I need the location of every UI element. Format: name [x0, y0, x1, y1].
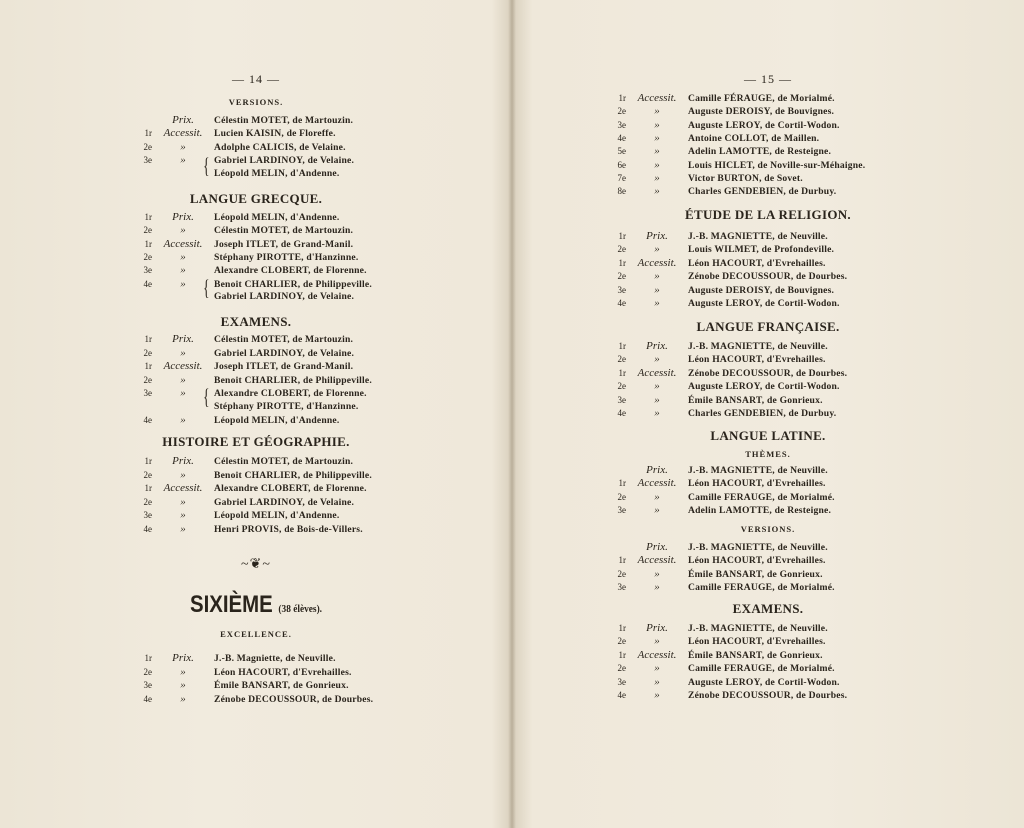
list-item: [602, 340, 828, 354]
rank: 1r: [144, 334, 152, 344]
student-name: Adolphe CALICIS, de Velaine.: [214, 141, 346, 153]
rank: 2e: [143, 225, 152, 236]
award-label: »: [180, 224, 186, 237]
award-label: Prix.: [646, 541, 668, 553]
list-item: [602, 491, 835, 505]
award-label: »: [654, 171, 660, 184]
student-name: Antoine COLLOT, de Maillen.: [688, 132, 820, 144]
rank: 2e: [617, 106, 626, 117]
award-label: »: [180, 154, 186, 167]
list-item: [128, 238, 353, 252]
list-item: [602, 635, 826, 649]
award-label: »: [654, 353, 660, 366]
rank: 1r: [618, 341, 626, 351]
list-item: [128, 333, 353, 347]
list-item: [602, 132, 819, 146]
list-item: [602, 159, 865, 173]
list-item: [602, 185, 836, 199]
page-number: — 15 —: [744, 72, 792, 86]
rank: 4e: [143, 415, 152, 425]
student-name: Léopold MELIN, d'Andenne.: [214, 415, 340, 426]
student-name: Stéphany PIROTTE, d'Hanzinne.: [214, 400, 359, 412]
award-label: Accessit.: [163, 360, 203, 372]
student-name: Auguste LEROY, de Cortil-Wodon.: [688, 676, 840, 688]
list-item: [602, 407, 836, 421]
rank: 2e: [143, 374, 152, 385]
student-name: Alexandre CLOBERT, de Florenne.: [214, 265, 367, 277]
student-name: Gabriel LARDINOY, de Velaine.: [214, 290, 355, 302]
award-label: »: [180, 387, 186, 399]
award-label: »: [180, 140, 186, 153]
list-item: [128, 482, 367, 496]
rank: 7e: [617, 172, 626, 183]
student-name: Charles GENDEBIEN, de Durbuy.: [688, 186, 837, 198]
student-name: Charles GENDEBIEN, de Durbuy.: [688, 408, 837, 419]
sixieme-title-text: SIXIÈME: [189, 591, 273, 618]
section-title-latine: LANGUE LATINE.: [710, 428, 826, 443]
rank: 3e: [143, 155, 152, 166]
list-item: [602, 464, 828, 478]
list-item: [128, 523, 363, 537]
student-name: Adelin LAMOTTE, de Resteigne.: [688, 146, 832, 158]
award-label: Accessit.: [163, 237, 203, 250]
award-label: »: [654, 689, 660, 701]
student-name: J.-B. MAGNIETTE, de Neuville.: [688, 465, 828, 476]
award-label: »: [180, 277, 186, 290]
list-item: [602, 367, 847, 381]
rank: 4e: [617, 132, 626, 143]
list-item: [128, 414, 339, 428]
student-name: Alexandre CLOBERT, de Florenne.: [214, 483, 367, 494]
rank: 3e: [143, 680, 152, 691]
list-item: [602, 380, 840, 394]
student-name: Benoit CHARLIER, de Philippeville.: [214, 469, 372, 481]
award-label: »: [654, 243, 660, 256]
student-name: Joseph ITLET, de Grand-Manil.: [214, 238, 354, 250]
list-item: [128, 469, 372, 483]
list-item: [128, 652, 336, 666]
list-item: [602, 353, 826, 367]
rank: 3e: [617, 676, 626, 687]
student-name: Benoit CHARLIER, de Philippeville.: [214, 374, 372, 386]
award-label: »: [180, 414, 186, 426]
student-name: Joseph ITLET, de Grand-Manil.: [214, 361, 354, 372]
list-item: [602, 649, 823, 663]
student-name: J.-B. Magniette, de Neuville.: [214, 653, 336, 664]
rank: 1r: [618, 93, 626, 103]
student-name: Gabriel LARDINOY, de Velaine.: [214, 347, 355, 359]
award-label: »: [654, 380, 660, 393]
student-name: Gabriel LARDINOY, de Velaine.: [214, 155, 355, 167]
student-name: Auguste LEROY, de Cortil-Wodon.: [688, 298, 840, 309]
rank: 2e: [617, 491, 626, 502]
award-label: Prix.: [646, 464, 668, 476]
award-label: »: [654, 118, 660, 131]
student-name: Léopold MELIN, d'Andenne.: [214, 212, 340, 223]
award-label: »: [180, 665, 186, 678]
student-name: Célestin MOTET, de Martouzin.: [214, 225, 354, 237]
award-label: Prix.: [172, 211, 194, 223]
student-name: Léon HACOURT, d'Evrehailles.: [688, 555, 826, 567]
list-item: [602, 394, 823, 408]
rank: 2e: [617, 568, 626, 579]
rank: 3e: [143, 388, 152, 398]
rank: 2e: [617, 244, 626, 255]
list-item: [128, 211, 339, 225]
list-item: [128, 347, 354, 361]
student-name: Auguste DEROISY, de Bouvignes.: [688, 284, 835, 296]
rank: 2e: [143, 347, 152, 358]
award-label: »: [654, 635, 660, 648]
student-name: Léopold MELIN, d'Andenne.: [214, 510, 340, 521]
student-name: Émile BANSART, de Gonrieux.: [688, 649, 823, 661]
brace-icon: {: [203, 384, 210, 409]
award-label: »: [180, 264, 186, 277]
rank: 6e: [617, 159, 626, 170]
award-label: Prix.: [646, 230, 668, 242]
list-item: [602, 568, 823, 582]
award-label: »: [180, 693, 186, 706]
student-name: Léon HACOURT, d'Evrehailles.: [688, 478, 826, 490]
rank: 1r: [144, 456, 152, 466]
student-name: Camille FÉRAUGE, de Morialmé.: [688, 93, 835, 104]
list-item: [602, 145, 831, 159]
section-title-grecque: LANGUE GRECQUE.: [189, 191, 323, 206]
award-label: »: [654, 297, 660, 309]
list-item: [602, 257, 826, 271]
list-item: [128, 387, 367, 401]
rank: 1r: [618, 231, 626, 241]
section-title-examens: EXAMENS.: [732, 601, 804, 616]
student-name: Zénobe DECOUSSOUR, de Dourbes.: [688, 690, 848, 701]
rank: 1r: [144, 212, 152, 222]
award-label: »: [654, 504, 660, 517]
rank: 5e: [617, 146, 626, 157]
rank: 3e: [143, 510, 152, 520]
list-item: [128, 401, 358, 415]
list-item: [602, 581, 835, 595]
list-item: [128, 224, 353, 238]
award-label: »: [654, 105, 660, 118]
rank: 3e: [617, 119, 626, 130]
student-name: Léon HACOURT, d'Evrehailles.: [688, 257, 826, 269]
student-name: Camille FERAUGE, de Morialmé.: [688, 491, 835, 503]
list-item: [602, 270, 847, 284]
rank: 2e: [617, 354, 626, 365]
rank: 3e: [617, 394, 626, 405]
list-item: [128, 679, 349, 693]
right-page: [512, 0, 1024, 828]
list-item: [602, 172, 803, 186]
student-name: Benoit CHARLIER, de Philippeville.: [214, 278, 372, 290]
award-label: Prix.: [172, 455, 194, 467]
rank: 1r: [618, 478, 626, 489]
award-label: Accessit.: [637, 92, 677, 104]
student-name: Auguste DEROISY, de Bouvignes.: [688, 106, 835, 118]
brace-icon: {: [203, 153, 210, 178]
rank: 1r: [618, 623, 626, 633]
award-label: Prix.: [646, 622, 668, 634]
rank: 3e: [617, 582, 626, 593]
student-name: Gabriel LARDINOY, de Velaine.: [214, 496, 355, 508]
rank: 1r: [144, 361, 152, 371]
student-name: J.-B. MAGNIETTE, de Neuville.: [688, 542, 828, 553]
award-label: »: [180, 346, 186, 359]
student-name: Émile BANSART, de Gonrieux.: [688, 394, 823, 406]
award-label: Prix.: [172, 652, 194, 664]
list-item: [602, 622, 828, 636]
list-item: [128, 278, 372, 292]
list-item: [128, 496, 354, 510]
list-item: [128, 141, 346, 155]
rank: 3e: [617, 284, 626, 295]
list-item: [128, 360, 353, 374]
award-label: »: [180, 250, 186, 263]
section-title-examens: EXAMENS.: [220, 314, 292, 329]
list-item: [128, 455, 353, 469]
rank: 2e: [143, 496, 152, 507]
rank: 1r: [618, 367, 626, 378]
award-label: »: [654, 270, 660, 283]
list-item: [602, 676, 840, 690]
list-item: [602, 297, 840, 311]
award-label: »: [654, 567, 660, 580]
award-label: Accessit.: [163, 127, 203, 140]
list-item: [602, 554, 826, 568]
award-label: Accessit.: [637, 477, 677, 490]
award-label: »: [654, 662, 660, 675]
award-label: »: [654, 581, 660, 594]
rank: 1r: [144, 483, 152, 493]
section-title-francaise: LANGUE FRANÇAISE.: [696, 319, 840, 334]
section-title-religion: ÉTUDE DE LA RELIGION.: [685, 207, 851, 222]
rank: 3e: [617, 505, 626, 516]
section-title-versions: VERSIONS.: [228, 97, 284, 107]
student-name: Henri PROVIS, de Bois-de-Villers.: [214, 523, 363, 535]
award-label: »: [654, 490, 660, 503]
award-label: Accessit.: [637, 256, 677, 269]
rank: 1r: [144, 653, 152, 663]
award-label: »: [180, 495, 186, 508]
award-label: »: [180, 468, 186, 481]
list-item: [602, 105, 834, 119]
list-item: [128, 168, 339, 182]
list-item: [602, 689, 847, 703]
student-name: Louis WILMET, de Profondeville.: [688, 244, 835, 256]
sixieme-title: [38, 591, 473, 619]
rank: 2e: [143, 141, 152, 152]
rank: 3e: [143, 265, 152, 276]
student-name: Léopold MELIN, d'Andenne.: [214, 167, 340, 179]
list-item: [602, 119, 840, 133]
award-label: Prix.: [172, 333, 194, 345]
student-name: Célestin MOTET, de Martouzin.: [214, 334, 354, 345]
student-name: Zénobe DECOUSSOUR, de Dourbes.: [688, 271, 848, 283]
student-name: Stéphany PIROTTE, d'Hanzinne.: [214, 251, 359, 263]
latin-versions-title: VERSIONS.: [740, 524, 796, 534]
brace-icon: {: [203, 275, 210, 300]
excellence-title: EXCELLENCE.: [220, 629, 292, 639]
student-name: Lucien KAISIN, de Floreffe.: [214, 128, 336, 140]
rank: 4e: [617, 408, 626, 418]
student-name: Zénobe DECOUSSOUR, de Dourbes.: [214, 694, 374, 706]
award-label: »: [180, 679, 186, 692]
themes-title: THÈMES.: [745, 449, 791, 459]
section-title-histoire: HISTOIRE ET GÉOGRAPHIE.: [162, 434, 350, 449]
award-label: »: [654, 283, 660, 296]
ornament: ~❦~: [241, 557, 271, 572]
rank: 4e: [143, 523, 152, 534]
rank: 4e: [143, 694, 152, 705]
award-label: Accessit.: [637, 648, 677, 661]
rank: 4e: [143, 278, 152, 289]
award-label: »: [180, 522, 186, 535]
list-item: [602, 477, 826, 491]
rank: 4e: [617, 298, 626, 308]
student-name: Alexandre CLOBERT, de Florenne.: [214, 388, 367, 399]
student-name: Louis HICLET, de Noville-sur-Méhaigne.: [688, 159, 866, 171]
rank: 8e: [617, 186, 626, 197]
student-name: Léon HACOURT, d'Evrehailles.: [214, 666, 352, 678]
student-name: J.-B. MAGNIETTE, de Neuville.: [688, 231, 828, 242]
rank: 4e: [617, 690, 626, 700]
list-item: [128, 264, 367, 278]
list-item: [602, 92, 835, 106]
award-label: Accessit.: [637, 366, 677, 379]
student-name: Léon HACOURT, d'Evrehailles.: [688, 354, 826, 366]
list-item: [128, 251, 358, 265]
award-label: »: [654, 158, 660, 171]
student-name: Émile BANSART, de Gonrieux.: [688, 568, 823, 580]
award-label: Prix.: [646, 340, 668, 352]
list-item: [128, 154, 354, 168]
rank: 2e: [143, 251, 152, 262]
student-name: Zénobe DECOUSSOUR, de Dourbes.: [688, 367, 848, 379]
rank: 1r: [144, 128, 152, 139]
list-item: [128, 127, 336, 141]
list-item: [128, 374, 372, 388]
rank: 1r: [618, 649, 626, 660]
sixieme-subtitle: (38 élèves).: [278, 603, 323, 615]
list-item: [128, 693, 373, 707]
rank: 1r: [618, 555, 626, 566]
list-item: [602, 662, 835, 676]
list-item: [602, 284, 834, 298]
list-item: [602, 230, 828, 244]
student-name: Célestin MOTET, de Martouzin.: [214, 115, 354, 126]
student-name: Victor BURTON, de Sovet.: [688, 172, 803, 184]
rank: 1r: [144, 238, 152, 249]
award-label: Prix.: [172, 114, 194, 126]
student-name: Camille FERAUGE, de Morialmé.: [688, 663, 835, 675]
page-number: — 14 —: [232, 72, 280, 86]
list-item: [128, 114, 353, 128]
student-name: J.-B. MAGNIETTE, de Neuville.: [688, 623, 828, 634]
rank: 2e: [617, 271, 626, 282]
award-label: »: [180, 509, 186, 521]
student-name: Camille FERAUGE, de Morialmé.: [688, 582, 835, 594]
student-name: Auguste LEROY, de Cortil-Wodon.: [688, 381, 840, 393]
award-label: »: [654, 185, 660, 198]
list-item: [128, 666, 352, 680]
student-name: Célestin MOTET, de Martouzin.: [214, 456, 354, 467]
student-name: Adelin LAMOTTE, de Resteigne.: [688, 505, 832, 517]
rank: 2e: [143, 469, 152, 480]
student-name: Auguste LEROY, de Cortil-Wodon.: [688, 119, 840, 131]
list-item: [602, 243, 834, 257]
award-label: Accessit.: [637, 554, 677, 567]
rank: 1r: [618, 257, 626, 268]
award-label: »: [180, 373, 186, 386]
list-item: [602, 504, 831, 518]
rank: 2e: [617, 381, 626, 392]
award-label: »: [654, 131, 660, 144]
student-name: Léon HACOURT, d'Evrehailles.: [688, 636, 826, 648]
rank: 2e: [617, 636, 626, 647]
rank: 2e: [617, 663, 626, 674]
award-label: Accessit.: [163, 482, 203, 494]
award-label: »: [654, 145, 660, 158]
award-label: »: [654, 675, 660, 688]
list-item: [128, 291, 354, 305]
student-name: Émile BANSART, de Gonrieux.: [214, 680, 349, 692]
list-item: [602, 541, 828, 555]
list-item: [128, 509, 339, 523]
rank: 2e: [143, 666, 152, 677]
award-label: »: [654, 393, 660, 406]
award-label: »: [654, 407, 660, 419]
student-name: J.-B. MAGNIETTE, de Neuville.: [688, 341, 828, 352]
